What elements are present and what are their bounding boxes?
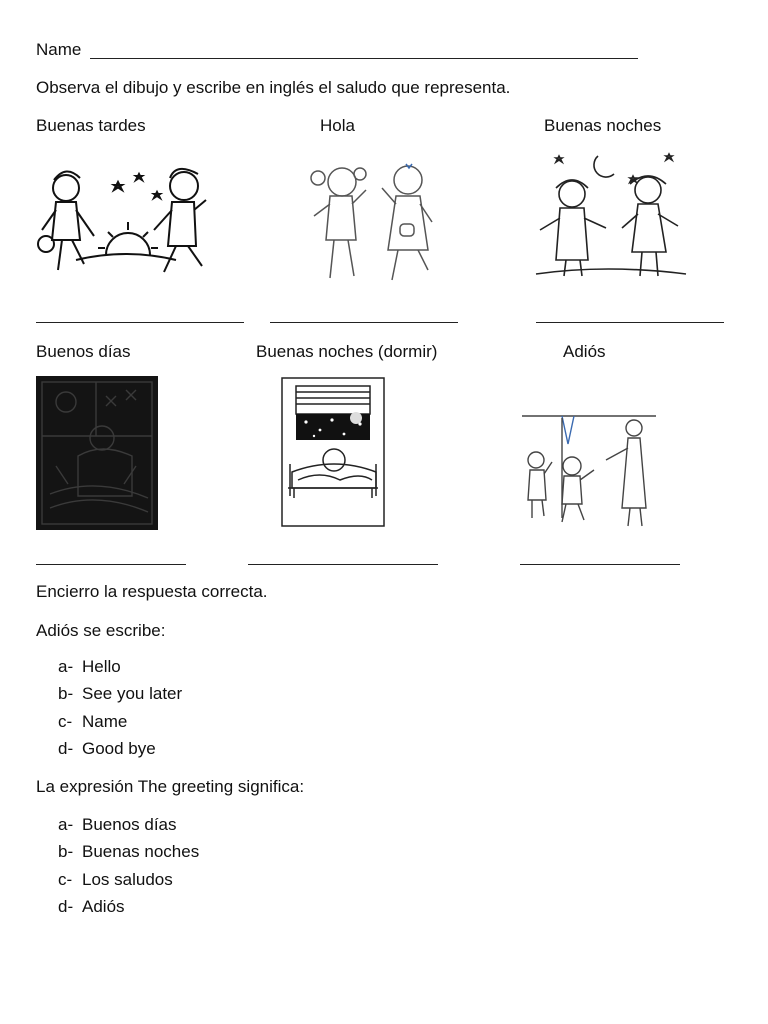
option-letter: a- xyxy=(58,815,74,834)
name-answer-line[interactable] xyxy=(90,58,638,59)
children-night-stars-illustration xyxy=(526,148,694,288)
q1-option-b[interactable] xyxy=(58,684,182,704)
answer-line-buenos-dias[interactable] xyxy=(36,564,186,565)
label-buenas-tardes: Buenas tardes xyxy=(36,116,146,135)
option-text: Los saludos xyxy=(82,870,173,889)
q1-option-a[interactable] xyxy=(58,657,121,677)
answer-line-adios[interactable] xyxy=(520,564,680,565)
q2-option-b[interactable] xyxy=(58,842,199,862)
quiz-instruction: Encierro la respuesta correcta. xyxy=(36,582,268,601)
question-2: La expresión The greeting significa: xyxy=(36,777,305,796)
name-label: Name xyxy=(36,40,82,59)
option-text: See you later xyxy=(82,684,183,703)
label-adios: Adiós xyxy=(563,342,606,361)
option-text: Hello xyxy=(82,657,121,676)
option-text: Good bye xyxy=(82,739,156,758)
option-letter: d- xyxy=(58,739,74,758)
worksheet-instruction: Observa el dibujo y escribe en inglés el saludo que representa. xyxy=(36,78,511,97)
label-buenas-noches: Buenas noches xyxy=(544,116,662,135)
children-running-sunset-illustration xyxy=(36,160,214,288)
family-waving-goodbye-illustration xyxy=(520,408,660,532)
question-1: Adiós se escribe: xyxy=(36,621,166,640)
q2-option-d[interactable] xyxy=(58,897,125,917)
q1-option-c[interactable] xyxy=(58,712,127,732)
option-letter: d- xyxy=(58,897,74,916)
child-sleeping-bed-illustration xyxy=(280,376,386,528)
q1-option-d[interactable] xyxy=(58,739,156,759)
children-waving-hello-illustration xyxy=(296,160,444,288)
label-hola: Hola xyxy=(320,116,355,135)
option-text: Adiós xyxy=(82,897,125,916)
option-letter: b- xyxy=(58,684,74,703)
q2-option-c[interactable] xyxy=(58,870,173,890)
option-text: Buenos días xyxy=(82,815,177,834)
answer-line-buenas-noches[interactable] xyxy=(536,322,724,323)
option-text: Name xyxy=(82,712,128,731)
option-letter: a- xyxy=(58,657,74,676)
option-letter: b- xyxy=(58,842,74,861)
answer-line-buenas-tardes[interactable] xyxy=(36,322,244,323)
answer-line-buenas-noches-dormir[interactable] xyxy=(248,564,438,565)
q2-option-a[interactable] xyxy=(58,815,177,835)
option-letter: c- xyxy=(58,870,73,889)
dark-window-morning-illustration xyxy=(36,376,158,530)
label-buenas-noches-dormir: Buenas noches (dormir) xyxy=(256,342,438,361)
label-buenos-dias: Buenos días xyxy=(36,342,131,361)
option-text: Buenas noches xyxy=(82,842,200,861)
option-letter: c- xyxy=(58,712,73,731)
answer-line-hola[interactable] xyxy=(270,322,458,323)
